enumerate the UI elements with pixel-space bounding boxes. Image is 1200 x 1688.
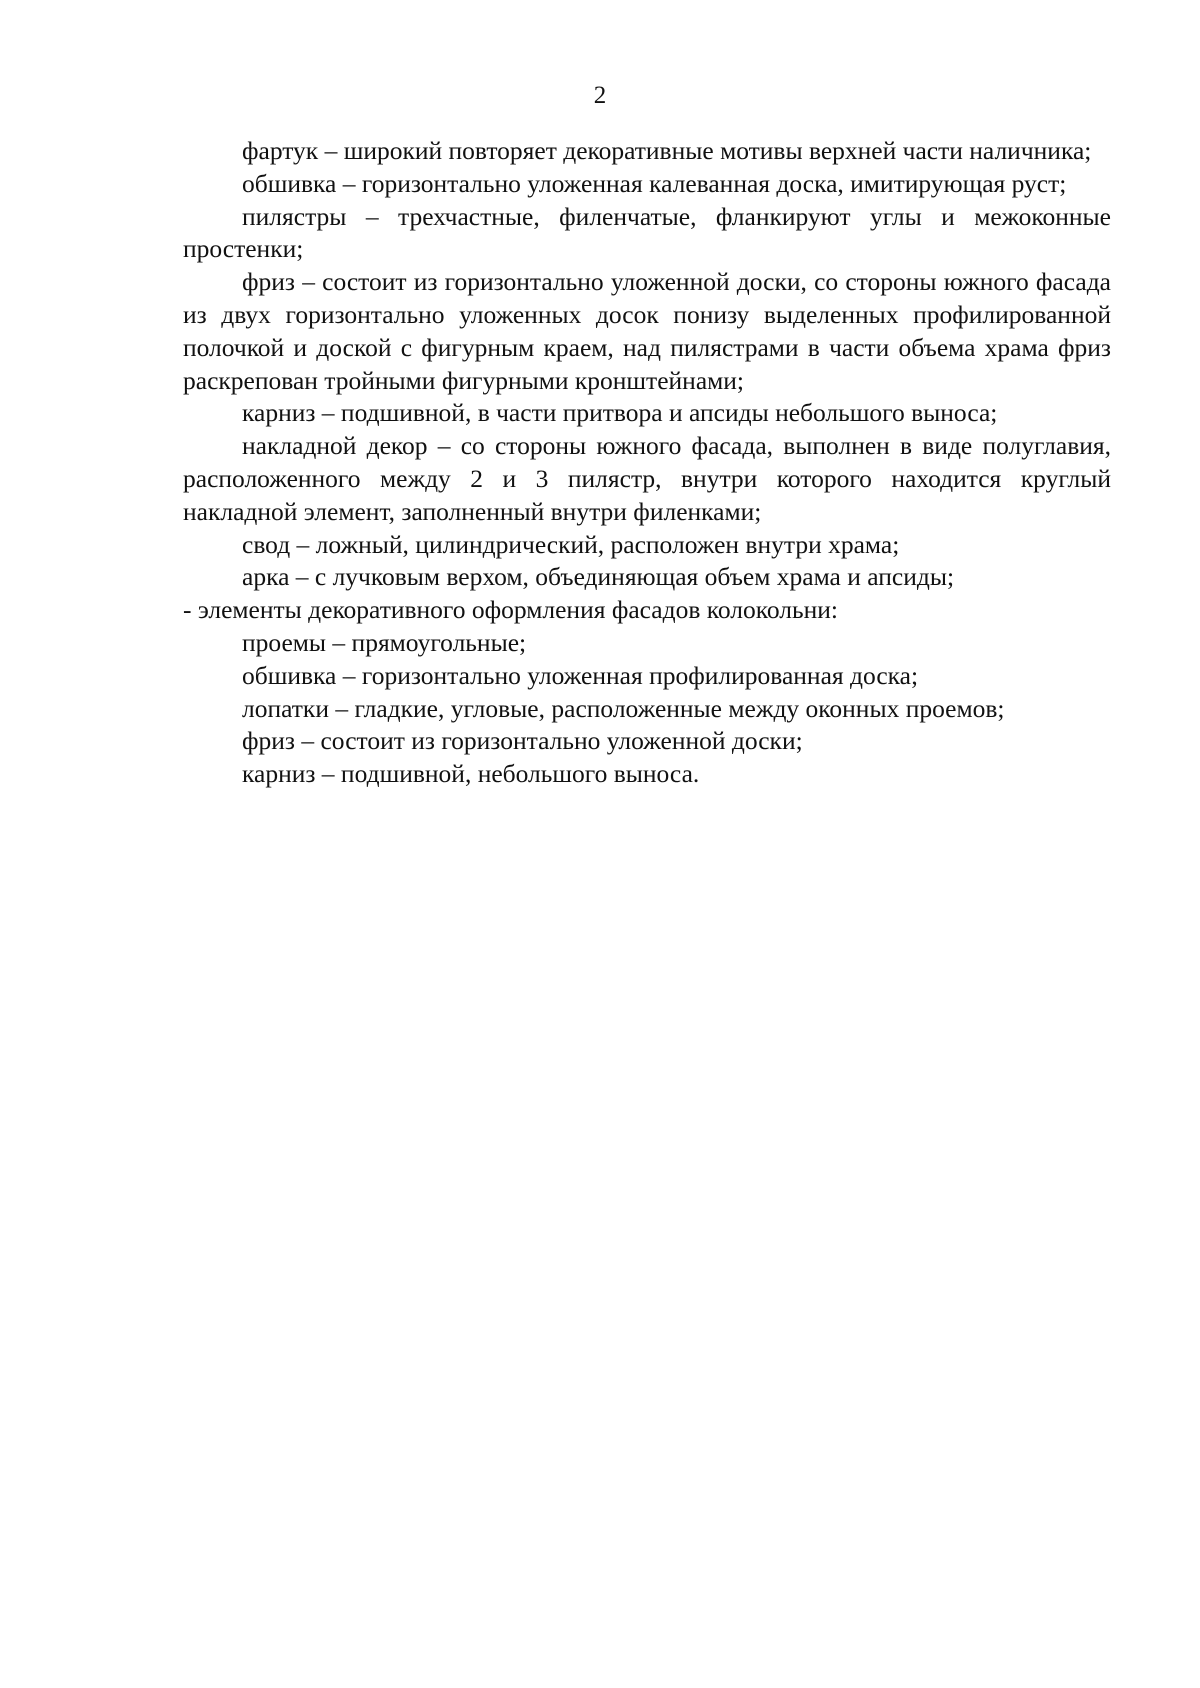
paragraph-apron: фартук – широкий повторяет декоративные мотивы верхней части наличника; [242, 136, 1092, 165]
document-body [183, 135, 1111, 791]
paragraph-cornice: карниз – подшивной, в части притвора и апсиды небольшого выноса; [242, 398, 998, 428]
paragraph-belfry-lesenes: лопатки – гладкие, угловые, расположенные между оконных проемов; [242, 693, 1005, 723]
paragraph-pilasters: пилястры – трехчастные, филенчатые, фланкируют углы и межоконные простенки; [183, 201, 1111, 264]
paragraph-cladding: обшивка – горизонтально уложенная калеванная доска, имитирующая руст; [242, 168, 1067, 198]
paragraph-belfry-heading: - элементы декоративного оформления фасадов колокольни: [183, 595, 838, 625]
paragraph-belfry-cladding: обшивка – горизонтально уложенная профилированная доска; [242, 660, 919, 690]
paragraph-belfry-frieze: фриз – состоит из горизонтально уложенной доски; [242, 726, 803, 756]
paragraph-belfry-cornice: карниз – подшивной, небольшого выноса. [242, 759, 700, 789]
paragraph-overlay-decor: накладной декор – со стороны южного фасада, выполнен в виде полуглавия, расположенного между 2 и 3 пилястр, внутри которого находится круглый накладной элемент, заполненный внутри филенками; [183, 431, 1111, 526]
paragraph-arch: арка – с лучковым верхом, объединяющая объем храма и апсиды; [242, 562, 955, 592]
paragraph-frieze: фриз – состоит из горизонтально уложенной доски, со стороны южного фасада из двух горизонтально уложенных досок понизу выделенных профилированной полочкой и доской с фигурным краем, над пилястрами в части объема храма фриз раскрепован тройными фигурными кронштейнами; [183, 267, 1111, 395]
paragraph-belfry-openings: проемы – прямоугольные; [242, 627, 527, 657]
paragraph-vault: свод – ложный, цилиндрический, расположен внутри храма; [242, 529, 900, 559]
page-number: 2 [593, 82, 607, 109]
